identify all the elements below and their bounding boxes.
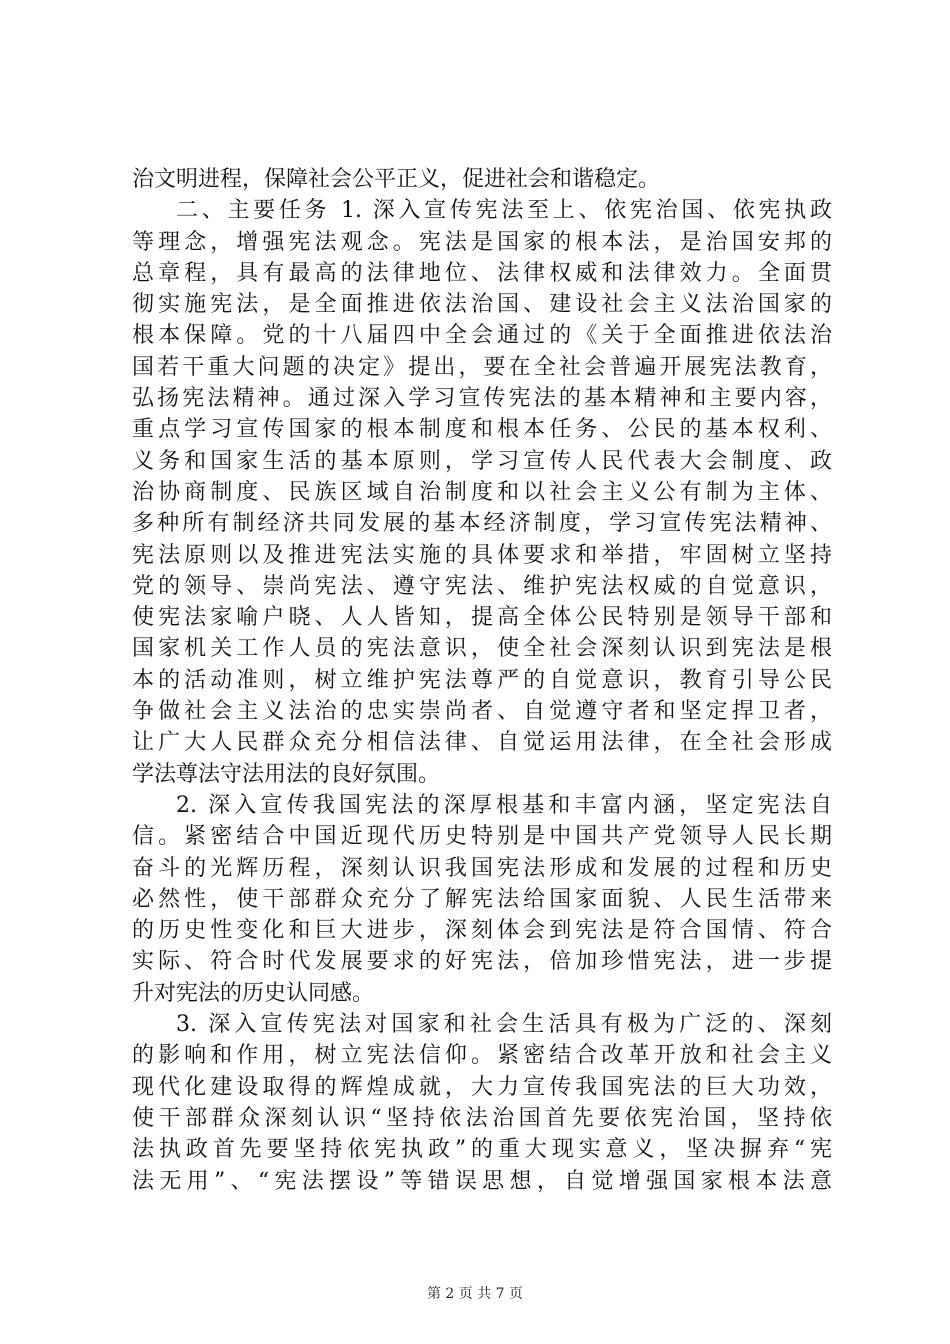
text-line: 彻实施宪法，是全面推进依法治国、建设社会主义法治国家的: [132, 292, 832, 318]
text-line: 现代化建设取得的辉煌成就，大力宣传我国宪法的巨大功效，: [132, 1074, 832, 1100]
text-line: 的历史性变化和巨大进步，深刻体会到宪法是符合国情、符合: [132, 918, 832, 944]
text-line: 的影响和作用，树立宪法信仰。紧密结合改革开放和社会主义: [132, 1043, 832, 1069]
text-line: 多种所有制经济共同发展的基本经济制度，学习宣传宪法精神、: [132, 511, 832, 537]
text-line: 争做社会主义法治的忠实崇尚者、自觉遵守者和坚定捍卫者，: [132, 699, 832, 725]
text-line: 让广大人民群众充分相信法律、自觉运用法律，在全社会形成: [132, 730, 832, 756]
text-line: 党的领导、崇尚宪法、遵守宪法、维护宪法权威的自觉意识，: [132, 573, 832, 599]
text-line: 根本保障。党的十八届四中全会通过的《关于全面推进依法治: [132, 323, 832, 349]
text-line: 弘扬宪法精神。通过深入学习宣传宪法的基本精神和主要内容，: [132, 386, 832, 412]
text-line: 升对宪法的历史认同感。: [132, 980, 375, 1006]
text-line: 宪法原则以及推进宪法实施的具体要求和举措，牢固树立坚持: [132, 542, 832, 568]
text-line: 国家机关工作人员的宪法意识，使全社会深刻认识到宪法是根: [132, 636, 832, 662]
text-line: 总章程，具有最高的法律地位、法律权威和法律效力。全面贯: [132, 260, 832, 286]
text-line: 学法尊法守法用法的良好氛围。: [132, 761, 441, 787]
text-line: 等理念，增强宪法观念。宪法是国家的根本法，是治国安邦的: [132, 229, 832, 255]
text-line: 必然性，使干部群众充分了解宪法给国家面貌、人民生活带来: [132, 886, 832, 912]
text-line: 本的活动准则，树立维护宪法尊严的自觉意识，教育引导公民: [132, 667, 832, 693]
text-line: 国若干重大问题的决定》提出，要在全社会普遍开展宪法教育，: [132, 354, 832, 380]
text-line: 使干部群众深刻认识“坚持依法治国首先要依宪治国，坚持依: [132, 1105, 832, 1131]
document-body: [132, 164, 832, 1197]
text-line: 奋斗的光辉历程，深刻认识我国宪法形成和发展的过程和历史: [132, 855, 832, 881]
text-line: 2. 深入宣传我国宪法的深厚根基和丰富内涵，坚定宪法自: [176, 792, 832, 818]
text-line: 治协商制度、民族区域自治制度和以社会主义公有制为主体、: [132, 479, 832, 505]
text-line: 二、主要任务 1. 深入宣传宪法至上、依宪治国、依宪执政: [176, 198, 832, 224]
text-line: 3. 深入宣传宪法对国家和社会生活具有极为广泛的、深刻: [176, 1012, 832, 1038]
text-line: 义务和国家生活的基本原则，学习宣传人民代表大会制度、政: [132, 448, 832, 474]
text-line: 重点学习宣传国家的根本制度和根本任务、公民的基本权利、: [132, 417, 832, 443]
text-line: 法执政首先要坚持依宪执政”的重大现实意义，坚决摒弃“宪: [132, 1137, 832, 1163]
text-line: 使宪法家喻户晓、人人皆知，提高全体公民特别是领导干部和: [132, 605, 832, 631]
text-line: 实际、符合时代发展要求的好宪法，倍加珍惜宪法，进一步提: [132, 949, 832, 975]
text-line: 信。紧密结合中国近现代历史特别是中国共产党领导人民长期: [132, 824, 832, 850]
page-footer: 第 2 页 共 7 页: [426, 1286, 524, 1302]
text-line: 法无用”、“宪法摆设”等错误思想，自觉增强国家根本法意: [132, 1168, 832, 1194]
text-line: 治文明进程，保障社会公平正义，促进社会和谐稳定。: [132, 167, 661, 192]
